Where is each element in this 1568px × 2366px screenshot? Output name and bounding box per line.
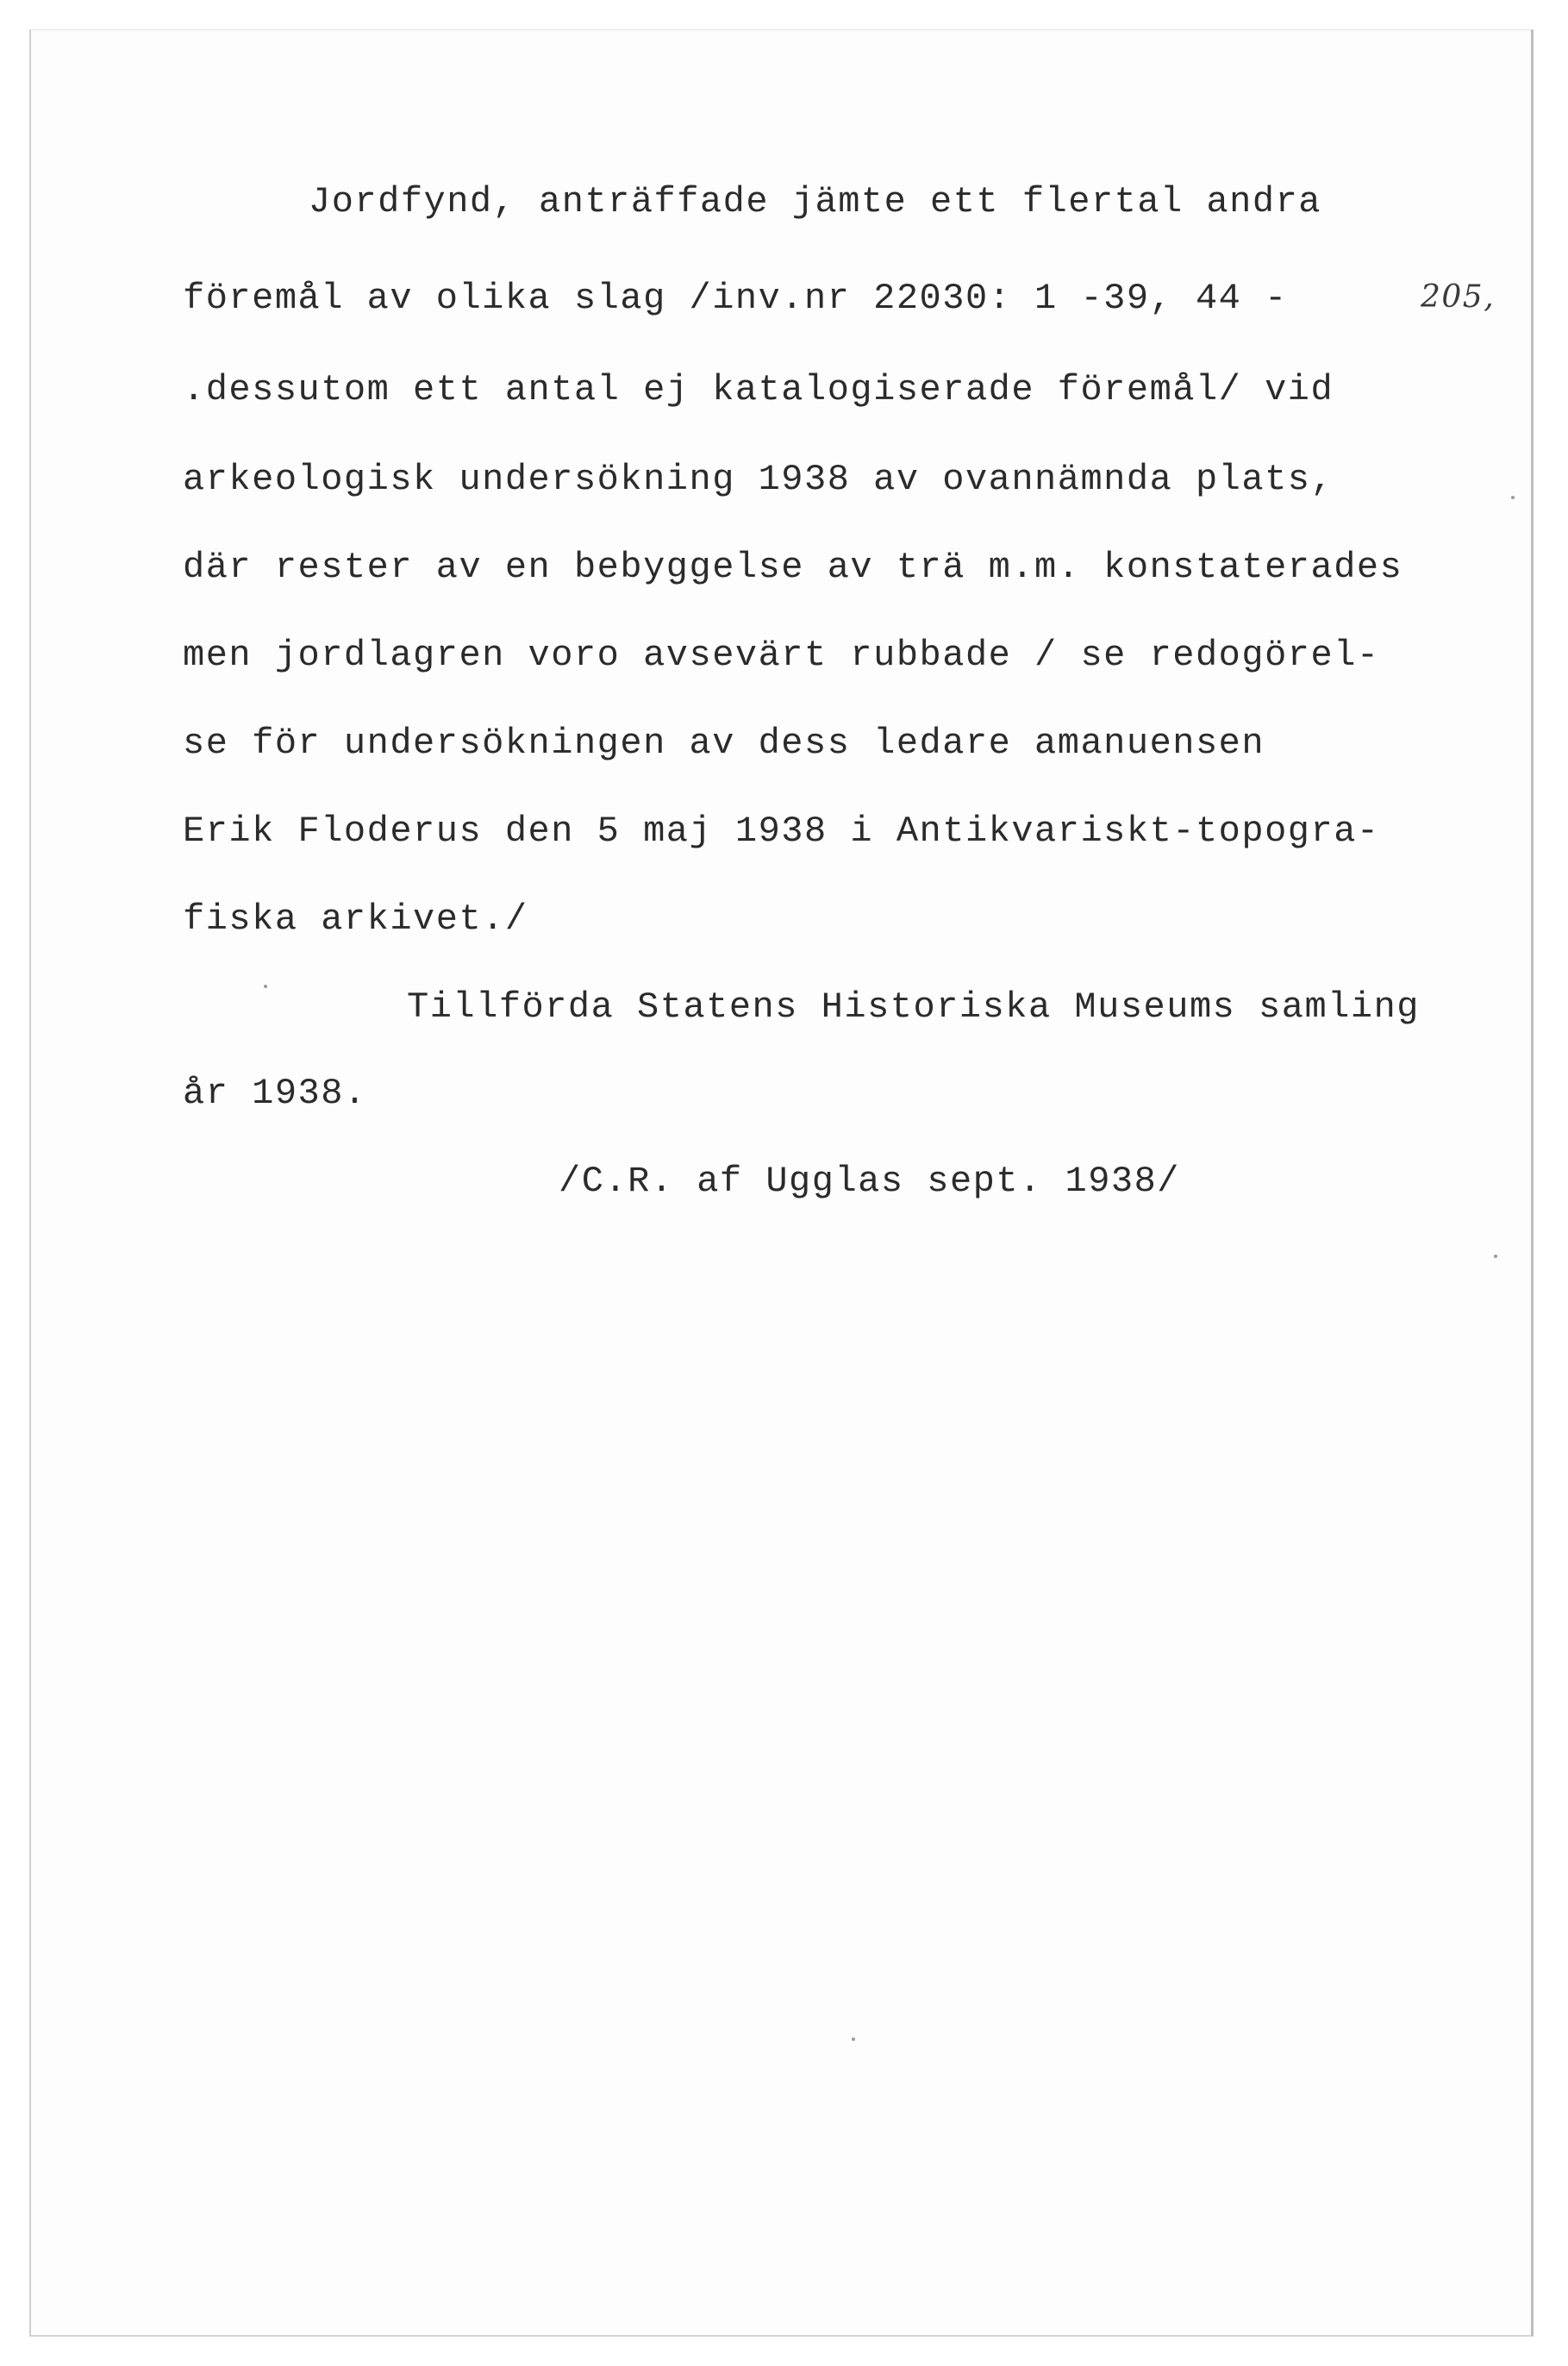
text-line-11: år 1938. bbox=[183, 1073, 367, 1114]
text-line-2: föremål av olika slag /inv.nr 22030: 1 -39, 44 - bbox=[183, 278, 1288, 319]
text-line-7: se för undersökningen av dess ledare amanuensen bbox=[183, 723, 1265, 764]
text-line-5: där rester av en bebyggelse av trä m.m. konstaterades bbox=[183, 547, 1403, 588]
text-line-9: fiska arkivet./ bbox=[183, 898, 528, 940]
paper-speck bbox=[1511, 496, 1515, 499]
handwritten-annotation: 205, bbox=[1421, 279, 1496, 315]
text-line-10: Tillförda Statens Historiska Museums samling bbox=[407, 986, 1420, 1028]
document-sheet bbox=[29, 29, 1534, 2337]
signature-line: /C.R. af Ugglas sept. 1938/ bbox=[559, 1161, 1181, 1202]
text-line-4: arkeologisk undersökning 1938 av ovannämnda plats, bbox=[183, 459, 1334, 500]
paper-speck bbox=[264, 985, 267, 988]
text-line-6: men jordlagren voro avsevärt rubbade / se redogörel- bbox=[183, 635, 1380, 676]
text-line-3: .dessutom ett antal ej katalogiserade föremål/ vid bbox=[183, 369, 1334, 410]
paper-speck bbox=[1494, 1255, 1497, 1258]
paper-speck bbox=[852, 2037, 855, 2041]
text-line-1: Jordfynd, anträffade jämte ett flertal andra bbox=[309, 181, 1321, 222]
text-line-8: Erik Floderus den 5 maj 1938 i Antikvariskt-topogra- bbox=[183, 811, 1380, 852]
